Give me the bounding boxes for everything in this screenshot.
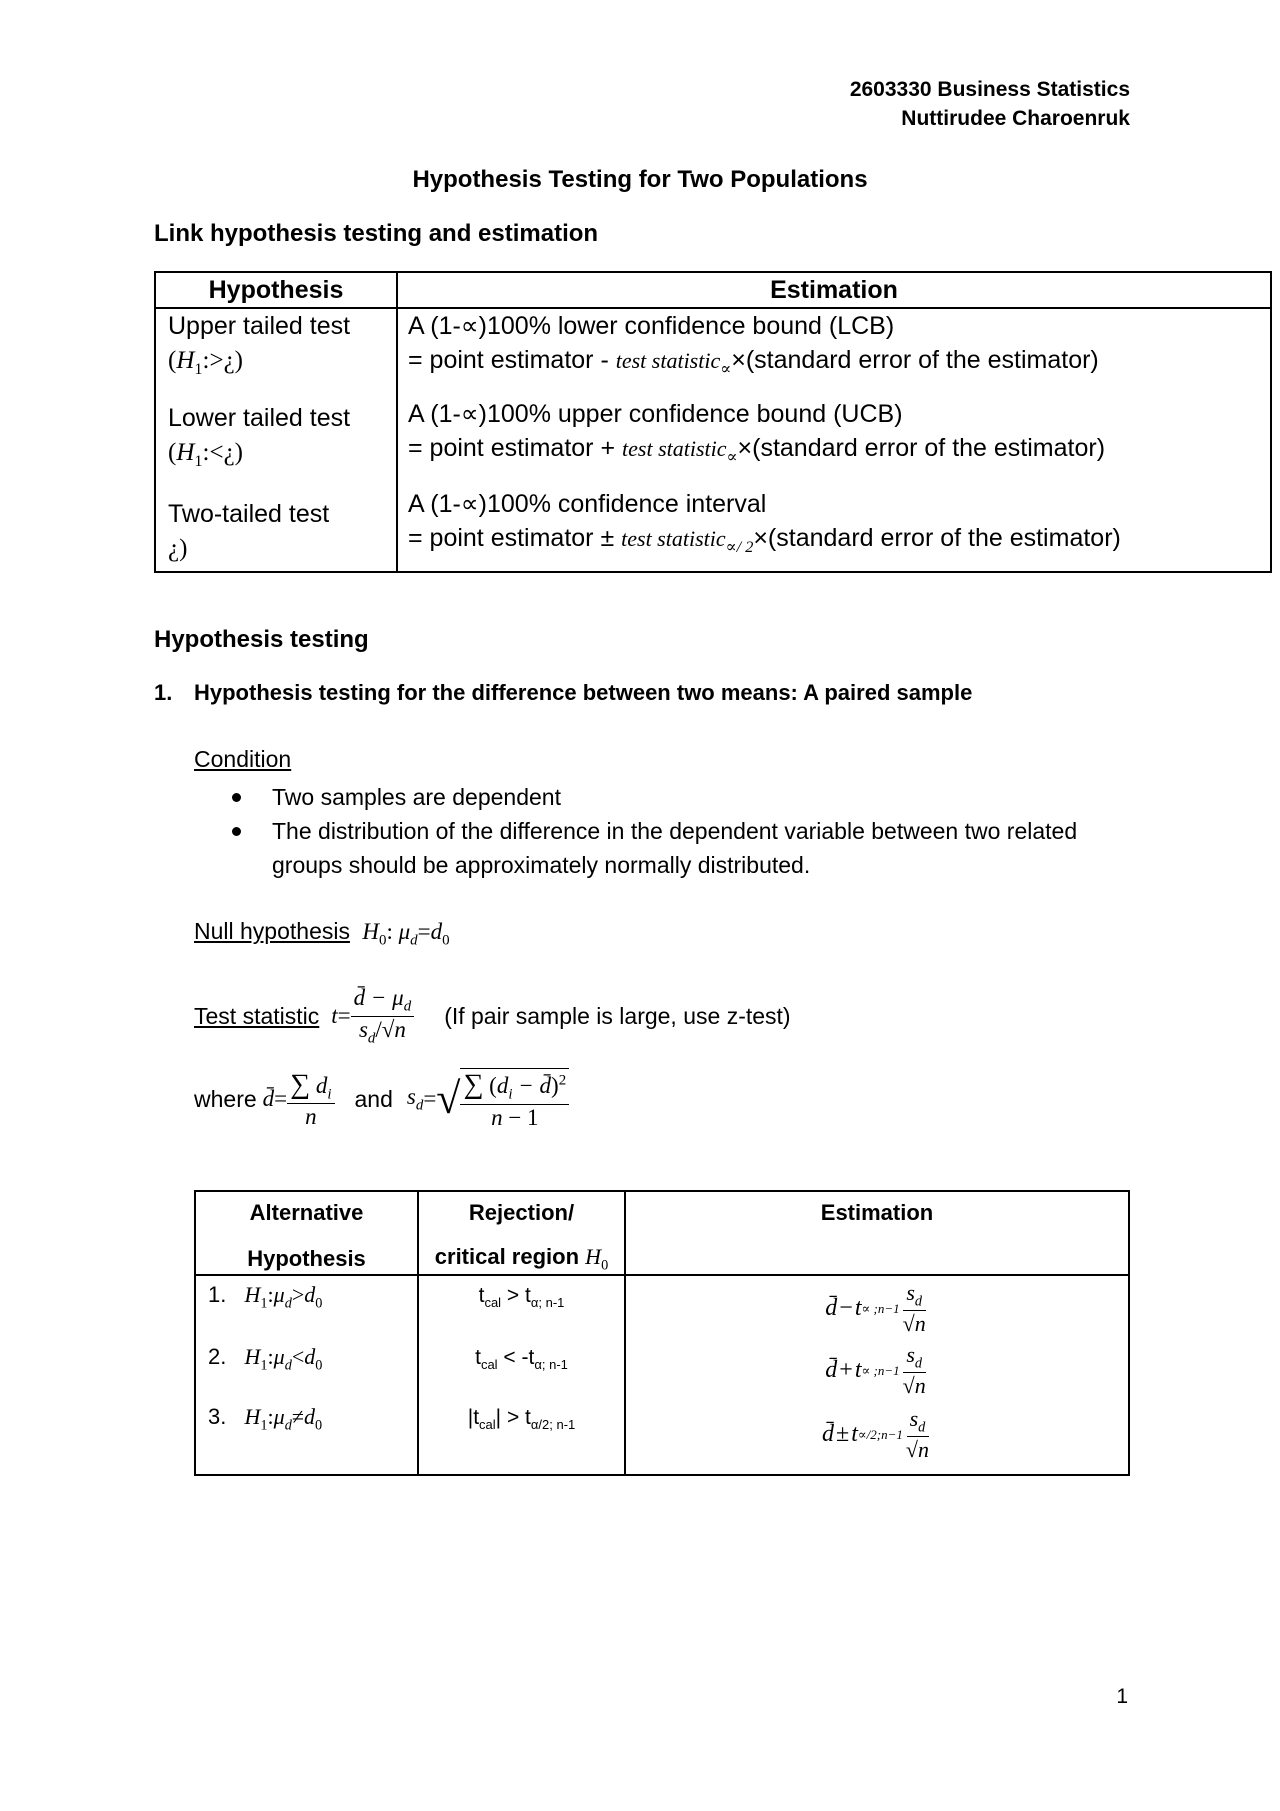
- alt-hypothesis-row: 2. $H_1:\mu_d<d_0$: [208, 1344, 323, 1374]
- bullet-dot: [232, 827, 241, 836]
- rejection-region-row: $t_{cal} < -t_{\alpha; n-1}$: [475, 1346, 568, 1373]
- row-estimation-line1: A (1-∝)100% upper confidence bound (UCB): [408, 400, 903, 428]
- row-estimation-line2: = point estimator ± test statistic$_{\propto/ 2}$×(standard error of the estimator): [408, 524, 1121, 556]
- row-estimation-line1: A (1-∝)100% lower confidence bound (LCB): [408, 312, 895, 340]
- col-header-hypothesis: Hypothesis: [208, 276, 344, 304]
- section-heading-testing: Hypothesis testing: [154, 626, 369, 653]
- hypothesis-estimation-table: [154, 271, 1272, 573]
- col-header-alternative: Alternative: [249, 1200, 364, 1225]
- estimation-row: d̄ ± t ∝/2;n−1 $\frac{s_d}{√n}$: [822, 1406, 929, 1463]
- row-test-name: Two-tailed test: [168, 500, 330, 528]
- estimation-row: d̄ + t ∝ ;n−1 $\frac{s_d}{√n}$: [825, 1342, 926, 1399]
- row-h1: $(H_1:>¿)$: [168, 347, 243, 378]
- item-number: 1.: [154, 680, 173, 705]
- row-estimation-line2: = point estimator - test statistic$_\propto$×(standard error of the estimator): [408, 346, 1099, 378]
- page-number: 1: [1116, 1685, 1128, 1708]
- test-statistic: Test statistic t = $\frac{d̄ - \mu_d}{s_d/√n}$ (If pair sample is large, use z-test): [194, 985, 791, 1047]
- row-test-name: Upper tailed test: [168, 312, 351, 340]
- bullet-text-continuation: groups should be approximately normally distributed.: [272, 852, 811, 878]
- estimation-row: d̄ − t ∝ ;n−1 $\frac{s_d}{√n}$: [825, 1280, 926, 1337]
- bullet-text: Two samples are dependent: [272, 784, 561, 810]
- paired-test-table: [194, 1190, 1130, 1476]
- author-header: Nuttirudee Charoenruk: [901, 107, 1130, 130]
- col-header-hypothesis: Hypothesis: [247, 1246, 366, 1271]
- alt-hypothesis-row: 3. $H_1:\mu_d\ne d_0$: [208, 1404, 323, 1434]
- null-hypothesis: Null hypothesis $H_0$: $\mu_d=d_0$: [194, 918, 450, 949]
- col-header-rejection: Rejection/: [468, 1200, 575, 1225]
- row-h1: $(H_1:<¿)$: [168, 439, 243, 470]
- bullet-dot: [232, 793, 241, 802]
- rejection-region-row: $t_{cal} > t_{\alpha; n-1}$: [478, 1284, 565, 1311]
- section-heading-link: Link hypothesis testing and estimation: [154, 220, 599, 247]
- rejection-region-row: $|t_{cal}| > t_{\alpha/2; n-1}$: [467, 1406, 576, 1433]
- col-header-estimation: Estimation: [820, 1200, 934, 1225]
- alt-hypothesis-row: 1. $H_1:\mu_d>d_0$: [208, 1282, 323, 1312]
- sd-fraction: $\frac{\sum (d_i - d̄)^2}{n - 1}$: [460, 1068, 569, 1131]
- item-heading: Hypothesis testing for the difference between two means: A paired sample: [194, 680, 973, 705]
- page-title: Hypothesis Testing for Two Populations: [412, 166, 868, 193]
- row-test-name: Lower tailed test: [168, 404, 351, 432]
- row-estimation-line1: A (1-∝)100% confidence interval: [408, 490, 767, 518]
- condition-label: Condition: [194, 746, 292, 772]
- col-header-estimation: Estimation: [770, 276, 898, 304]
- row-estimation-line2: = point estimator + test statistic$_\propto$×(standard error of the estimator): [408, 434, 1106, 466]
- formula-definitions: where d̄ = $\frac{\sum d_i}{n}$ and $s_d$ = √ $\frac{\sum (d_i - d̄)^2}{n - 1}$: [194, 1068, 569, 1131]
- col-header-critical-region: critical region $H_0$: [434, 1244, 609, 1274]
- course-header: 2603330 Business Statistics: [849, 78, 1130, 101]
- bullet-text: The distribution of the difference in the dependent variable between two related: [272, 818, 1078, 844]
- test-statistic-fraction: $\frac{d̄ - \mu_d}{s_d/√n}$: [351, 985, 415, 1047]
- mean-difference-fraction: $\frac{\sum d_i}{n}$: [287, 1069, 334, 1131]
- row-h1: ¿): [168, 535, 188, 562]
